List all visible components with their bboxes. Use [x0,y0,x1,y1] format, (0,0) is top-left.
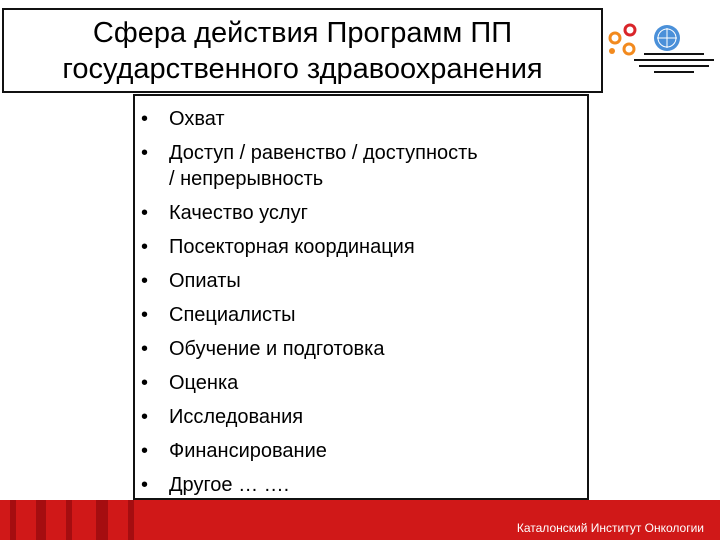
bullet-text: Оценка [169,372,239,394]
bullet-text: Опиаты [169,270,241,292]
bullet-text: Исследования [169,406,304,428]
list-item [135,468,587,502]
bullet-list-box [133,94,589,500]
list-item [135,196,587,230]
footer-stripe [66,500,72,540]
bullet-list [135,102,587,502]
list-item [135,434,587,468]
bullet-text: Качество услуг [169,202,308,224]
list-item [135,298,587,332]
bullet-text: Посекторная координация [169,236,415,258]
bullet-dot: • [141,142,149,164]
un-emblem-icon [653,24,681,52]
slide-title-box [2,8,603,93]
bullet-dot: • [141,406,149,428]
bullet-dot: • [141,474,149,496]
bullet-dot: • [141,108,149,130]
slide-title-line-1: Сфера действия Программ ПП [92,16,513,49]
list-item [135,400,587,434]
bullet-text: Финансирование [169,440,327,462]
bullet-dot: • [141,338,149,360]
footer-stripe [128,500,134,540]
list-item [135,230,587,264]
list-item [135,332,587,366]
slide-title-line-2: государственного здравоохранения [62,52,543,85]
list-item [135,366,587,400]
bullet-continuation: / непрерывность [169,168,324,190]
bullet-text: Специалисты [169,304,296,326]
un-emblem-caption [630,53,718,77]
bullet-dot: • [141,372,149,394]
footer-stripe [36,500,46,540]
bullet-dot: • [141,440,149,462]
footer-stripe [10,500,16,540]
bullet-dot: • [141,304,149,326]
bullet-dot: • [141,236,149,258]
bullet-text: Доступ / равенство / доступность [169,142,478,164]
list-item [135,102,587,136]
bullet-text: Обучение и подготовка [169,338,385,360]
bullet-text: Охват [169,108,225,130]
bullet-text: Другое … …. [169,474,290,496]
bullet-dot: • [141,270,149,292]
list-item [135,136,587,196]
bullet-dot: • [141,202,149,224]
list-item [135,264,587,298]
footer-stripe [96,500,108,540]
footer-institution-name: Каталонский Институт Онкологии [516,521,704,535]
